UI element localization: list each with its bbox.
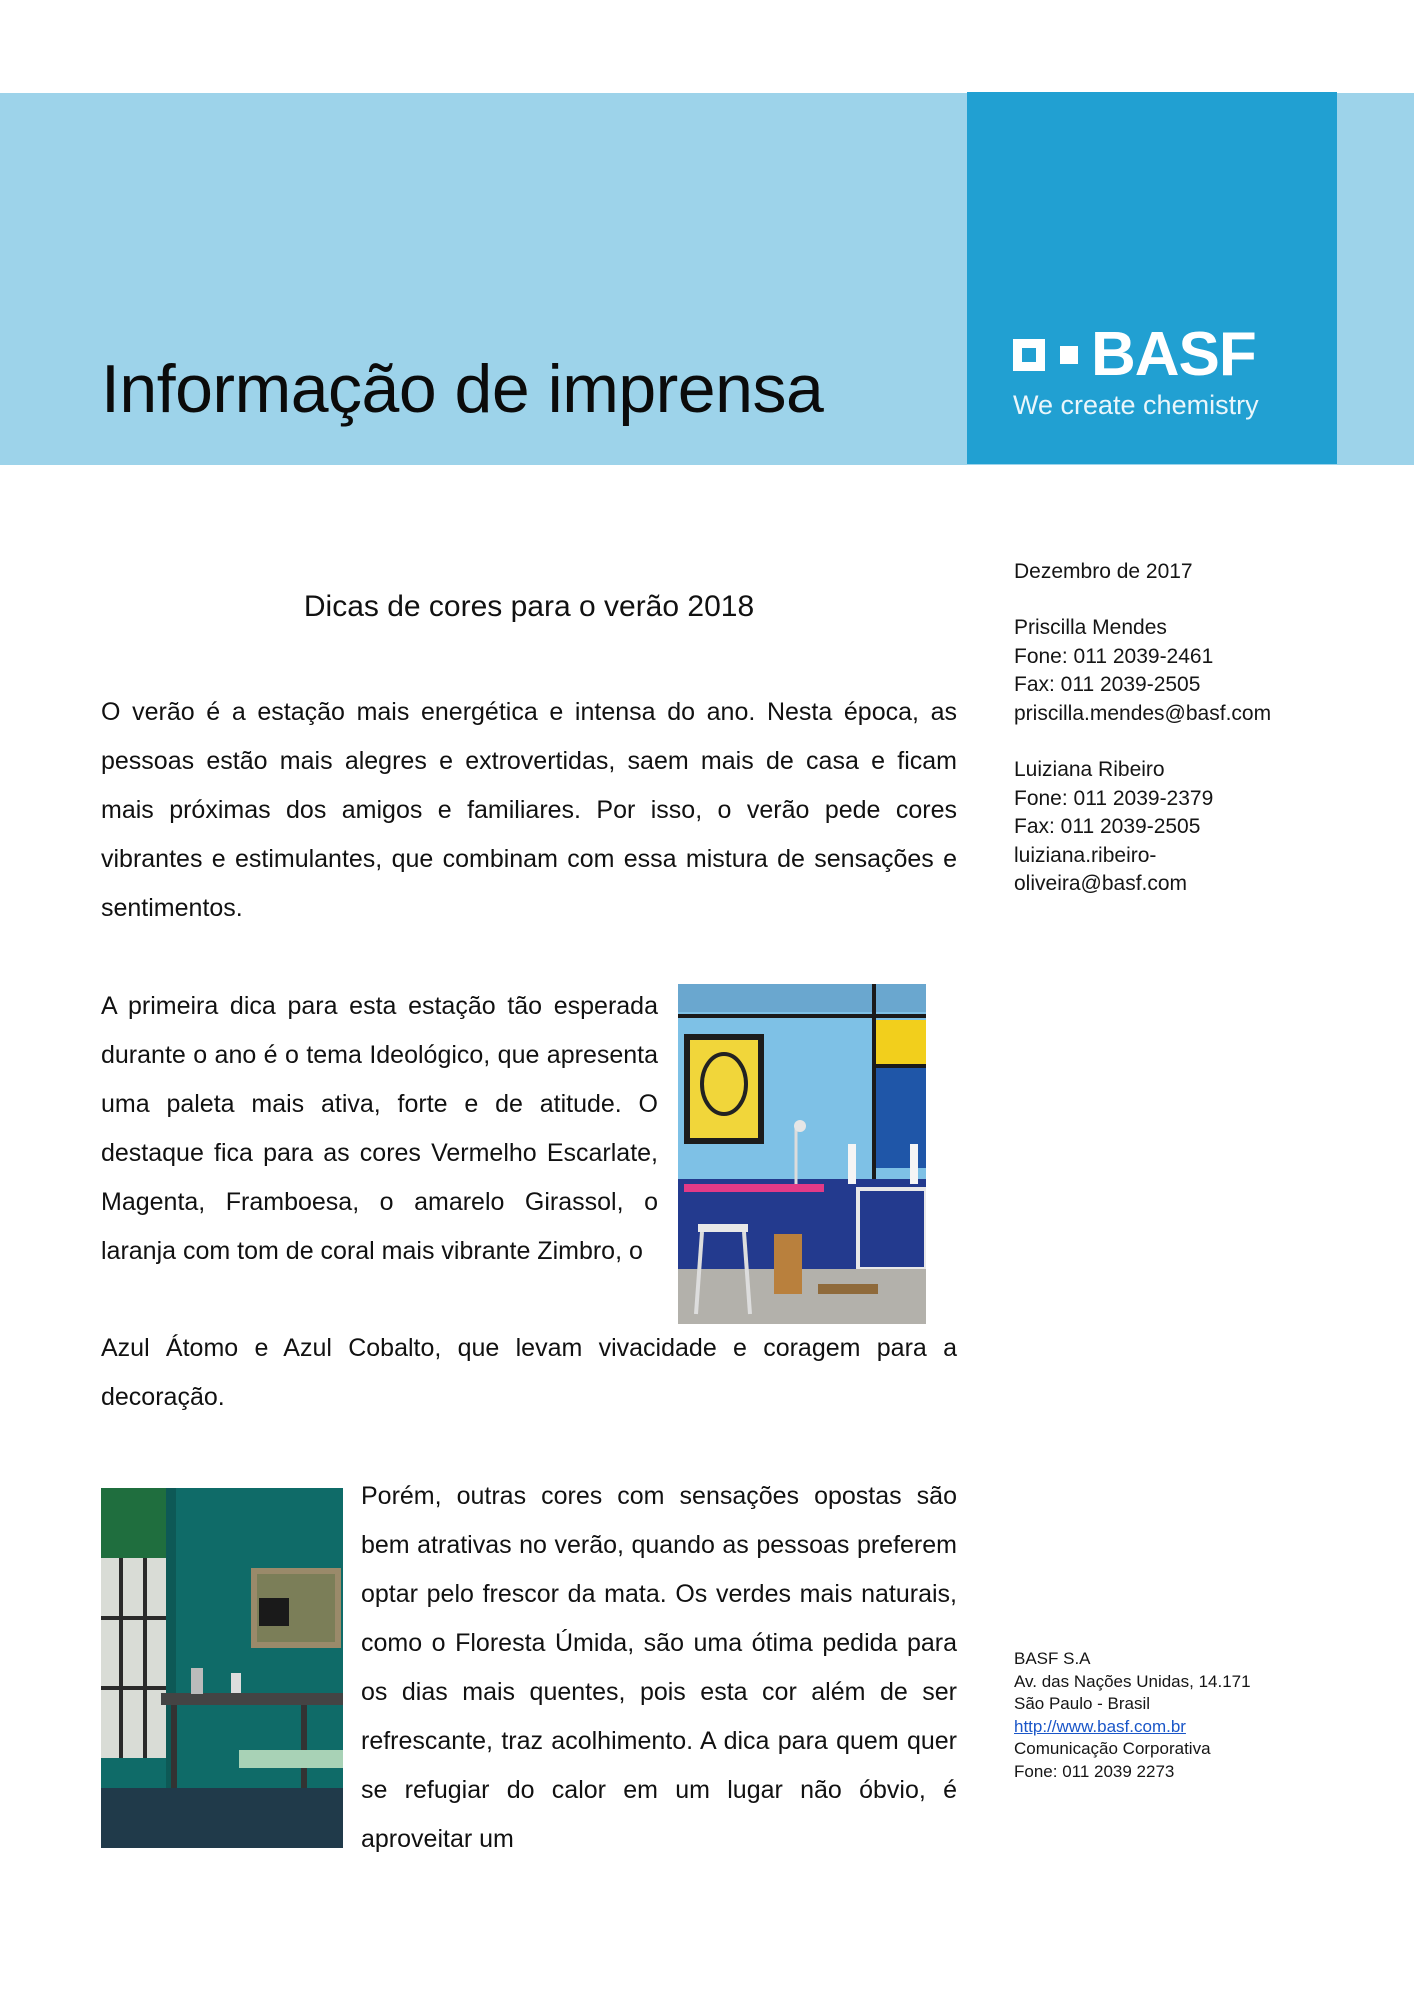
logo-tagline: We create chemistry <box>1013 390 1259 420</box>
article-paragraph-2: A primeira dica para esta estação tão esperada durante o ano é o tema Ideológico, que apresenta uma paleta mais ativa, forte e de atitude. O destaque fica para as cores Vermelho Escarlate, Magenta, Framboesa, o amarelo Girassol, o laranja com tom de coral mais vibrante Zimbro, o <box>101 992 658 1265</box>
basf-logo <box>967 92 1337 464</box>
company-address: Av. das Nações Unidas, 14.171 <box>1014 1671 1251 1691</box>
contact-email[interactable]: priscilla.mendes@basf.com <box>1014 701 1272 725</box>
company-name: BASF S.A <box>1014 1649 1091 1668</box>
logo-square-solid-icon <box>1060 346 1078 364</box>
press-date: Dezembro de 2017 <box>1014 560 1193 583</box>
page-title: Informação de imprensa <box>101 351 824 427</box>
contact-email-line-1[interactable]: luiziana.ribeiro- <box>1014 843 1157 867</box>
article-paragraph-1: O verão é a estação mais energética e intensa do ano. Nesta época, as pessoas estão mais alegres e extrovertidas, saem mais de casa e ficam mais próximas dos amigos e familiares. Por isso, o verão pede cores vibrantes e estimulantes, que combinam com essa mistura de sensações e sentimentos. <box>101 698 957 922</box>
contact-email-line-2[interactable]: oliveira@basf.com <box>1014 872 1188 895</box>
article-paragraph-2-continued: Azul Átomo e Azul Cobalto, que levam vivacidade e coragem para a decoração. <box>101 1334 957 1411</box>
contact-fax: Fax: 011 2039-2505 <box>1014 815 1201 838</box>
interior-photo-colorful <box>678 984 926 1324</box>
company-city: São Paulo - Brasil <box>1014 1694 1151 1713</box>
logo-wordmark: BASF <box>1091 320 1256 389</box>
contact-name: Luiziana Ribeiro <box>1014 758 1165 781</box>
contact-name: Priscilla Mendes <box>1014 616 1167 639</box>
contact-phone: Fone: 011 2039-2379 <box>1014 786 1214 810</box>
company-website-link[interactable]: http://www.basf.com.br <box>1014 1716 1186 1736</box>
interior-photo-green <box>101 1488 343 1848</box>
contact-phone: Fone: 011 2039-2461 <box>1014 644 1214 668</box>
basf-logo-mark <box>1013 320 1256 389</box>
contact-fax: Fax: 011 2039-2505 <box>1014 673 1201 696</box>
company-department: Comunicação Corporativa <box>1014 1739 1211 1758</box>
contact-block-1 <box>1014 614 1344 728</box>
article-paragraph-3: Porém, outras cores com sensações opostas são bem atrativas no verão, quando as pessoas preferem optar pelo frescor da mata. Os verdes mais naturais, como o Floresta Úmida, são uma ótima pedida para os dias mais quentes, pois esta cor além de ser refrescante, traz acolhimento. A dica para quem quer se refugiar do calor em um lugar não óbvio, é aproveitar um <box>361 1482 957 1853</box>
company-phone: Fone: 011 2039 2273 <box>1014 1761 1175 1781</box>
contact-block-2 <box>1014 756 1344 899</box>
article-title: Dicas de cores para o verão 2018 <box>303 590 755 623</box>
company-address-block <box>1014 1648 1251 1783</box>
logo-square-outline-icon <box>1013 339 1045 371</box>
